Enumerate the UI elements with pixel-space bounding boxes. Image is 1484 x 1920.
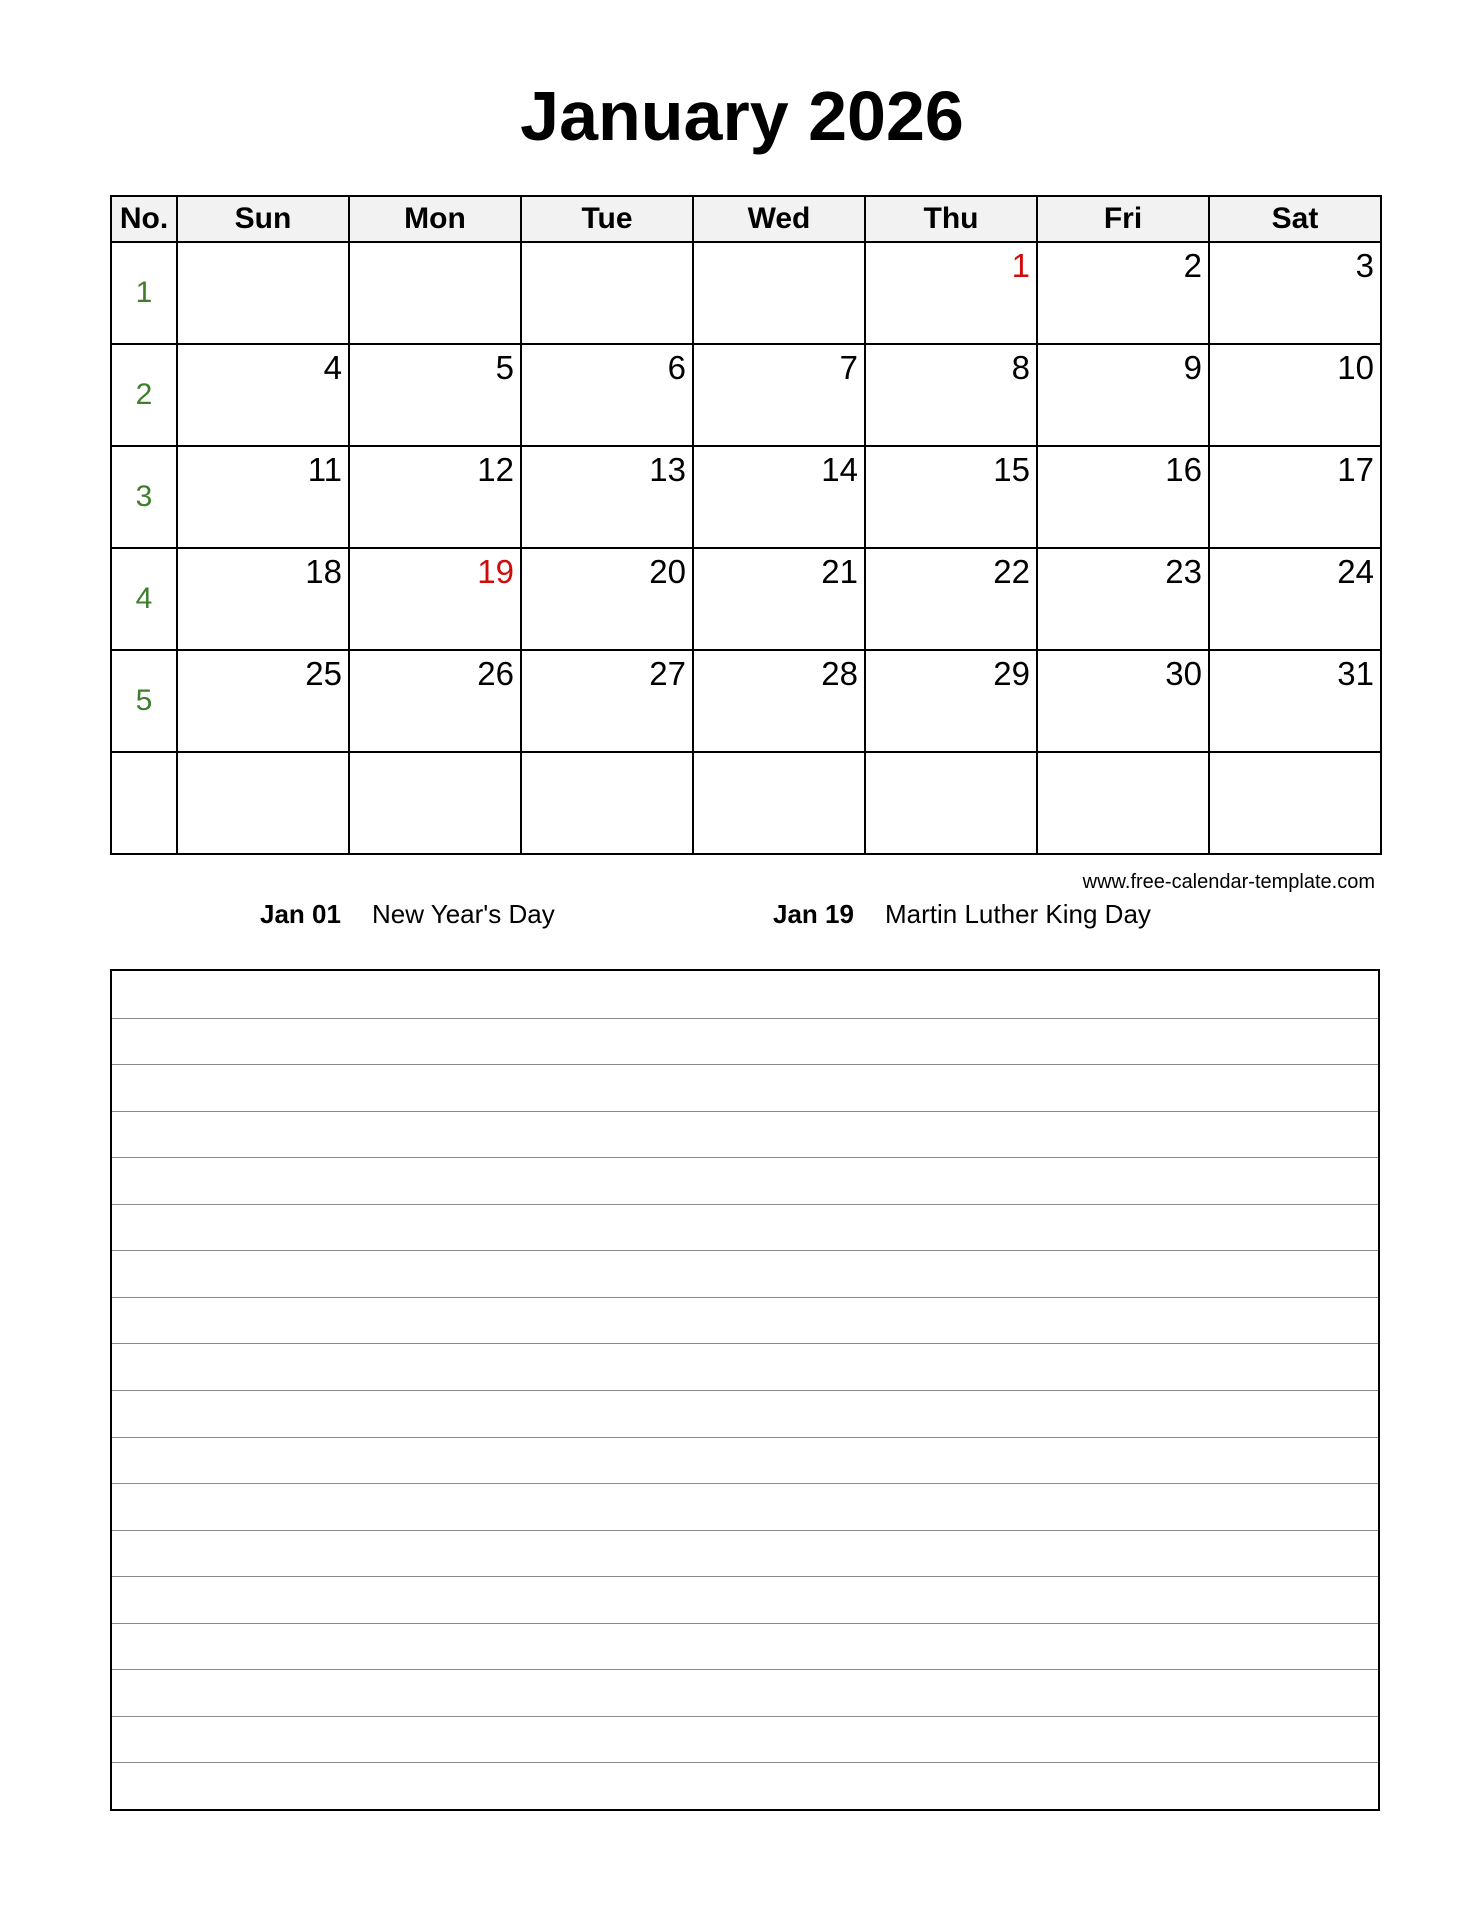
day-number: 8 (1011, 349, 1030, 386)
day-cell[interactable] (693, 650, 865, 752)
week-row (111, 548, 1381, 650)
day-number (178, 753, 348, 757)
day-cell[interactable] (1037, 752, 1209, 854)
header-thu: Thu (865, 196, 1037, 242)
day-cell[interactable] (177, 752, 349, 854)
note-line (112, 1157, 1378, 1158)
holiday-item (260, 897, 555, 931)
holiday-item (773, 897, 1151, 931)
day-number: 29 (993, 655, 1030, 692)
day-cell[interactable] (1209, 650, 1381, 752)
day-number: 30 (1165, 655, 1202, 692)
header-mon: Mon (349, 196, 521, 242)
day-number: 5 (495, 349, 514, 386)
note-line (112, 1483, 1378, 1484)
day-number (694, 243, 864, 247)
note-line (112, 1576, 1378, 1577)
day-number: 9 (1183, 349, 1202, 386)
day-cell[interactable] (177, 242, 349, 344)
holiday-date: Jan 01 (260, 899, 341, 929)
day-cell[interactable] (865, 446, 1037, 548)
day-number: 23 (1165, 553, 1202, 590)
note-line (112, 1204, 1378, 1205)
day-cell[interactable] (1037, 344, 1209, 446)
day-cell[interactable] (349, 650, 521, 752)
day-cell[interactable] (521, 446, 693, 548)
day-number: 18 (305, 553, 342, 590)
note-line (112, 1064, 1378, 1065)
day-cell[interactable] (693, 752, 865, 854)
day-cell[interactable] (1037, 650, 1209, 752)
day-cell[interactable] (1209, 548, 1381, 650)
day-number: 13 (649, 451, 686, 488)
notes-box[interactable] (110, 969, 1380, 1811)
day-number: 1 (1011, 247, 1030, 284)
day-number: 28 (821, 655, 858, 692)
note-line (112, 1297, 1378, 1298)
day-cell[interactable] (693, 242, 865, 344)
day-cell[interactable] (1209, 344, 1381, 446)
day-cell[interactable] (349, 344, 521, 446)
day-number: 27 (649, 655, 686, 692)
note-line (112, 1716, 1378, 1717)
website-url: www.free-calendar-template.com (1082, 871, 1375, 893)
day-number: 24 (1337, 553, 1374, 590)
day-cell[interactable] (865, 650, 1037, 752)
week-row (111, 446, 1381, 548)
day-number: 14 (821, 451, 858, 488)
note-line (112, 1669, 1378, 1670)
day-number: 26 (477, 655, 514, 692)
note-line (112, 1623, 1378, 1624)
calendar-title: January 2026 (520, 77, 964, 155)
day-cell[interactable] (693, 344, 865, 446)
day-number: 15 (993, 451, 1030, 488)
day-cell[interactable] (1209, 242, 1381, 344)
day-cell[interactable] (865, 344, 1037, 446)
day-number (1210, 753, 1380, 757)
day-cell[interactable] (693, 446, 865, 548)
day-number (178, 243, 348, 247)
week-number: 5 (111, 650, 177, 752)
day-cell[interactable] (865, 752, 1037, 854)
day-number: 11 (307, 451, 342, 488)
day-number: 16 (1165, 451, 1202, 488)
day-number: 10 (1337, 349, 1374, 386)
day-cell[interactable] (865, 548, 1037, 650)
week-row (111, 650, 1381, 752)
day-cell[interactable] (349, 752, 521, 854)
day-number: 7 (839, 349, 858, 386)
day-cell[interactable] (177, 446, 349, 548)
day-number (350, 753, 520, 757)
week-number: 1 (111, 242, 177, 344)
week-number: 4 (111, 548, 177, 650)
day-number (694, 753, 864, 757)
note-line (112, 1018, 1378, 1019)
day-number: 4 (323, 349, 342, 386)
day-number (522, 753, 692, 757)
day-cell[interactable] (349, 548, 521, 650)
day-cell[interactable] (1037, 548, 1209, 650)
day-cell[interactable] (521, 548, 693, 650)
week-number: 2 (111, 344, 177, 446)
day-number: 20 (649, 553, 686, 590)
note-line (112, 1530, 1378, 1531)
holiday-name: New Year's Day (372, 899, 555, 929)
note-line (112, 1343, 1378, 1344)
day-cell[interactable] (177, 548, 349, 650)
day-number (522, 243, 692, 247)
day-number: 19 (477, 553, 514, 590)
day-cell[interactable] (349, 242, 521, 344)
day-cell[interactable] (1209, 752, 1381, 854)
day-cell[interactable] (1037, 242, 1209, 344)
day-cell[interactable] (865, 242, 1037, 344)
note-line (112, 1390, 1378, 1391)
week-row (111, 242, 1381, 344)
day-number: 6 (667, 349, 686, 386)
day-number: 17 (1337, 451, 1374, 488)
week-row (111, 752, 1381, 854)
header-week-number: No. (111, 196, 177, 242)
day-number: 12 (477, 451, 514, 488)
week-number (111, 752, 177, 854)
day-cell[interactable] (521, 242, 693, 344)
day-cell[interactable] (1209, 446, 1381, 548)
day-cell[interactable] (521, 650, 693, 752)
day-number: 3 (1355, 247, 1374, 284)
day-number: 31 (1337, 655, 1374, 692)
note-line (112, 1437, 1378, 1438)
day-cell[interactable] (349, 446, 521, 548)
day-number (1038, 753, 1208, 757)
calendar-body (111, 242, 1381, 854)
header-wed: Wed (693, 196, 865, 242)
holiday-date: Jan 19 (773, 899, 854, 929)
day-number (350, 243, 520, 247)
day-cell[interactable] (521, 344, 693, 446)
header-sun: Sun (177, 196, 349, 242)
weekday-header-row (111, 196, 1381, 242)
week-number: 3 (111, 446, 177, 548)
day-cell[interactable] (693, 548, 865, 650)
day-cell[interactable] (521, 752, 693, 854)
week-row (111, 344, 1381, 446)
day-number: 21 (821, 553, 858, 590)
header-tue: Tue (521, 196, 693, 242)
header-sat: Sat (1209, 196, 1381, 242)
day-cell[interactable] (177, 344, 349, 446)
day-number: 2 (1183, 247, 1202, 284)
header-fri: Fri (1037, 196, 1209, 242)
note-line (112, 1762, 1378, 1763)
note-line (112, 1250, 1378, 1251)
day-number: 22 (993, 553, 1030, 590)
note-line (112, 1111, 1378, 1112)
holiday-name: Martin Luther King Day (885, 899, 1151, 929)
calendar-grid (110, 195, 1382, 855)
day-number (866, 753, 1036, 757)
day-number: 25 (305, 655, 342, 692)
day-cell[interactable] (177, 650, 349, 752)
day-cell[interactable] (1037, 446, 1209, 548)
